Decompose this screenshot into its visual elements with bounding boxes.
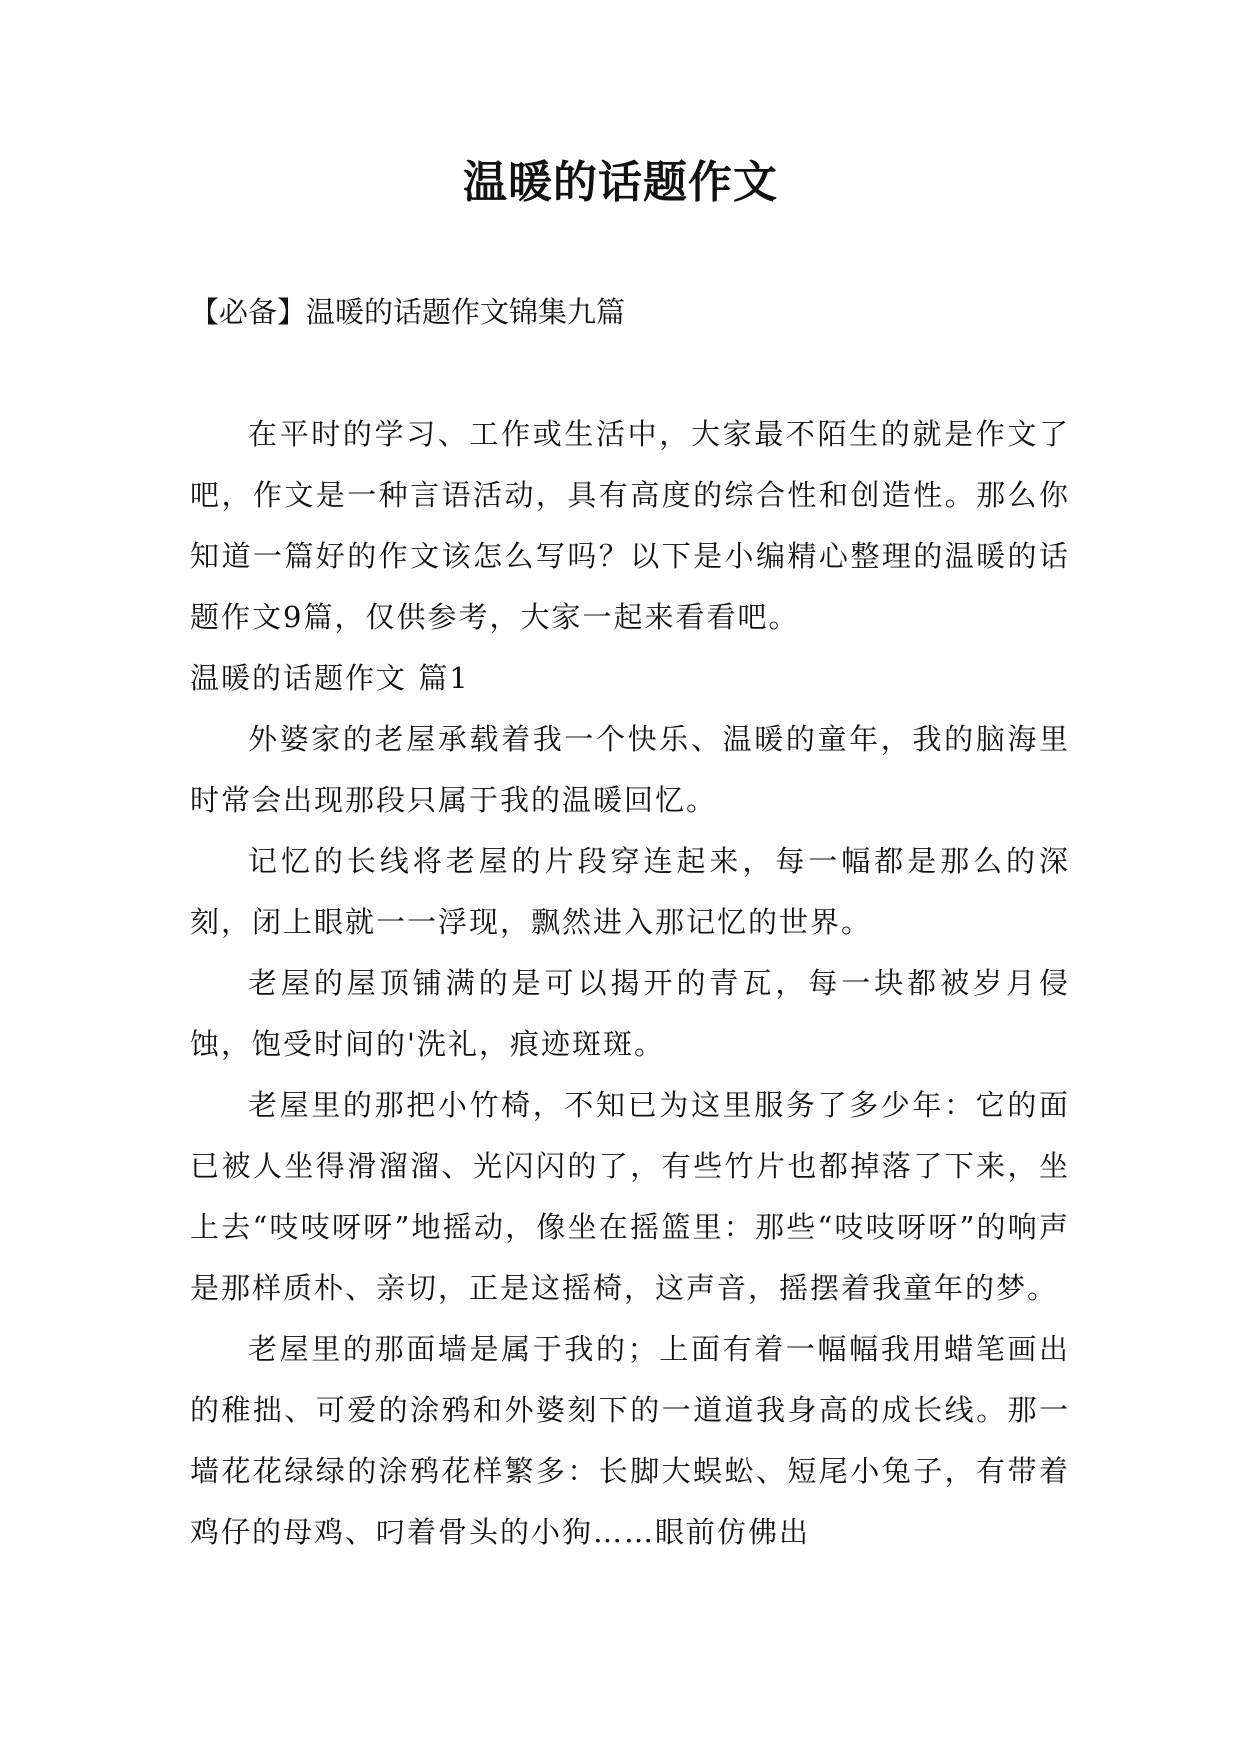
intro-paragraph: 在平时的学习、工作或生活中，大家最不陌生的就是作文了吧，作文是一种言语活动，具有高度的综合性和创造性。那么你知道一篇好的作文该怎么写吗？以下是小编精心整理的温暖的话题作文9篇，仅供参考，大家一起来看看吧。 bbox=[190, 417, 1070, 634]
document-subtitle: 【必备】温暖的话题作文锦集九篇 bbox=[190, 295, 626, 329]
document-body bbox=[190, 404, 1070, 1563]
body-paragraph-3: 老屋的屋顶铺满的是可以揭开的青瓦，每一块都被岁月侵蚀，饱受时间的'洗礼，痕迹斑斑。 bbox=[190, 966, 1070, 1061]
section-heading: 温暖的话题作文 篇1 bbox=[190, 661, 470, 695]
body-paragraph-5: 老屋里的那面墙是属于我的；上面有着一幅幅我用蜡笔画出的稚拙、可爱的涂鸦和外婆刻下的一道道我身高的成长线。那一墙花花绿绿的涂鸦花样繁多：长脚大蜈蚣、短尾小兔子，有带着鸡仔的母鸡、叼着骨头的小狗……眼前仿佛出 bbox=[190, 1332, 1070, 1549]
document-title: 温暖的话题作文 bbox=[463, 157, 778, 208]
body-paragraph-1: 外婆家的老屋承载着我一个快乐、温暖的童年，我的脑海里时常会出现那段只属于我的温暖回忆。 bbox=[190, 722, 1070, 817]
body-paragraph-4: 老屋里的那把小竹椅，不知已为这里服务了多少年：它的面已被人坐得滑溜溜、光闪闪的了，有些竹片也都掉落了下来，坐上去“吱吱呀呀”地摇动，像坐在摇篮里：那些“吱吱呀呀”的响声是那样质朴、亲切，正是这摇椅，这声音，摇摆着我童年的梦。 bbox=[190, 1088, 1070, 1305]
body-paragraph-2: 记忆的长线将老屋的片段穿连起来，每一幅都是那么的深刻，闭上眼就一一浮现，飘然进入那记忆的世界。 bbox=[190, 844, 1070, 939]
